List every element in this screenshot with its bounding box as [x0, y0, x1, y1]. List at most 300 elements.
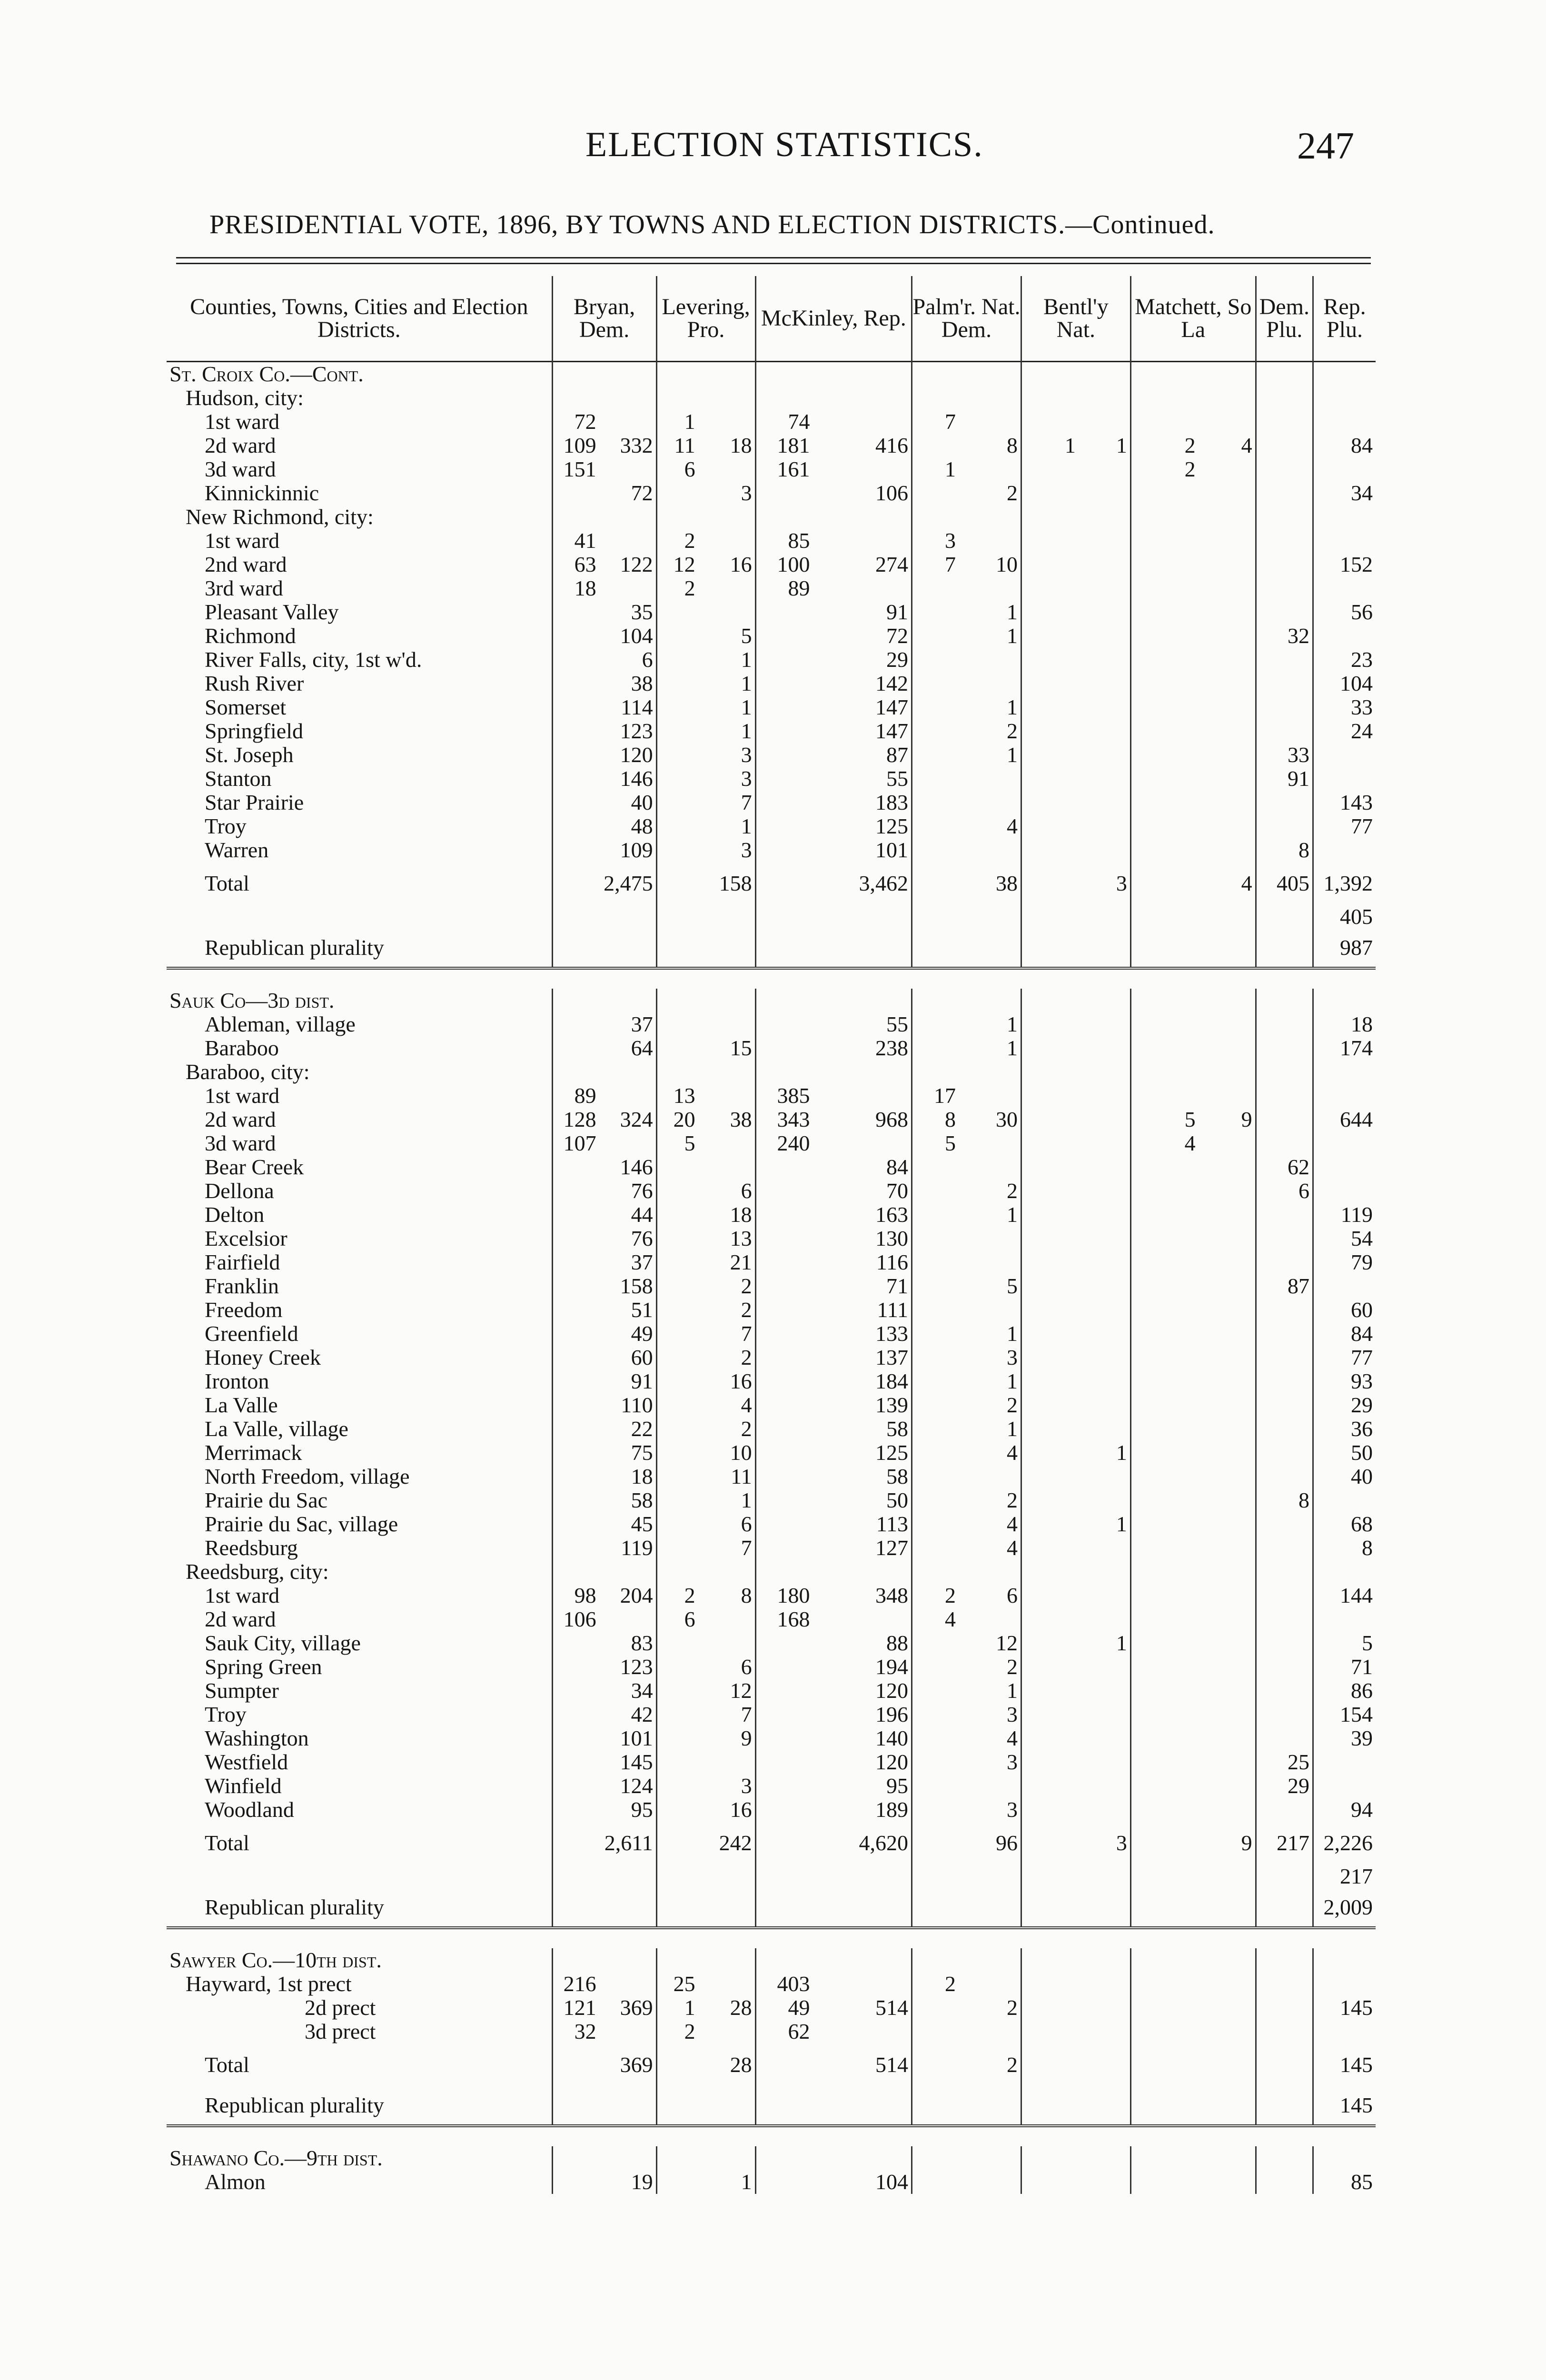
- vote-cell: [755, 1512, 813, 1536]
- vote-cell: 184: [813, 1369, 912, 1393]
- vote-cell: [656, 1036, 698, 1060]
- vote-cell: [1256, 1012, 1313, 1036]
- vote-cell: [1130, 481, 1198, 505]
- vote-cell: [656, 1369, 698, 1393]
- vote-cell: [599, 1060, 656, 1084]
- vote-cell: 1: [684, 410, 695, 434]
- vote-cell: [1199, 2086, 1256, 2126]
- vote-cell: [552, 1036, 599, 1060]
- vote-cell: [552, 1726, 599, 1750]
- district-name: Republican plurality: [167, 2086, 552, 2126]
- table-row: [167, 791, 1376, 814]
- vote-cell: [755, 648, 813, 672]
- vote-cell: 50: [1351, 1441, 1373, 1465]
- district-name: Troy: [167, 1703, 552, 1726]
- vote-cell: [755, 1369, 813, 1393]
- vote-cell: [1256, 1036, 1313, 1060]
- vote-cell: [813, 2146, 912, 2170]
- vote-cell: [959, 1227, 1021, 1250]
- vote-cell: [1021, 743, 1078, 767]
- vote-cell: [1199, 2020, 1256, 2043]
- vote-cell: [1199, 362, 1256, 387]
- vote-cell: [959, 905, 1021, 929]
- vote-cell: [1130, 1536, 1198, 1560]
- vote-cell: 24: [1351, 719, 1373, 743]
- vote-cell: [1256, 1465, 1313, 1488]
- plurality-row: [167, 2086, 1376, 2126]
- vote-cell: 4,620: [813, 1822, 912, 1864]
- vote-cell: 183: [813, 791, 912, 814]
- vote-cell: [1079, 1488, 1130, 1512]
- vote-cell: [912, 505, 959, 529]
- vote-cell: [552, 481, 599, 505]
- vote-cell: [1079, 743, 1130, 767]
- vote-cell: [1199, 2170, 1256, 2194]
- vote-cell: 96: [959, 1822, 1021, 1864]
- vote-cell: [912, 2170, 959, 2194]
- vote-cell: [656, 1155, 698, 1179]
- vote-cell: [1130, 1822, 1198, 1864]
- vote-cell: [656, 1346, 698, 1369]
- vote-cell: [656, 600, 698, 624]
- vote-cell: [1130, 1012, 1198, 1036]
- vote-cell: [912, 1274, 959, 1298]
- vote-cell: [755, 1948, 813, 1972]
- vote-cell: [1199, 1726, 1256, 1750]
- vote-cell: [656, 905, 698, 929]
- vote-cell: [552, 1250, 599, 1274]
- vote-cell: [1079, 410, 1130, 434]
- vote-cell: [599, 1948, 656, 1972]
- vote-cell: [1079, 600, 1130, 624]
- vote-cell: [1021, 2086, 1078, 2126]
- vote-cell: [1130, 1655, 1198, 1679]
- vote-cell: [1313, 1179, 1376, 1203]
- vote-cell: 10: [959, 553, 1021, 576]
- vote-cell: [656, 1274, 698, 1298]
- vote-cell: [1199, 814, 1256, 838]
- vote-cell: 140: [813, 1726, 912, 1750]
- vote-cell: [1130, 1488, 1198, 1512]
- vote-cell: 204: [599, 1584, 656, 1607]
- vote-cell: [912, 719, 959, 743]
- vote-cell: [1130, 838, 1198, 862]
- vote-cell: [1199, 1346, 1256, 1369]
- vote-cell: 3: [959, 1703, 1021, 1726]
- vote-cell: [1021, 457, 1078, 481]
- table-row: [167, 1774, 1376, 1798]
- vote-cell: [552, 648, 599, 672]
- vote-cell: 514: [813, 2043, 912, 2086]
- vote-cell: [1199, 929, 1256, 968]
- vote-cell: 1: [698, 695, 755, 719]
- vote-cell: 79: [1351, 1250, 1373, 1274]
- table-row: [167, 553, 1376, 576]
- vote-cell: [1130, 989, 1198, 1012]
- vote-cell: [1199, 838, 1256, 862]
- vote-cell: 86: [1351, 1679, 1373, 1703]
- vote-cell: [1079, 1012, 1130, 1036]
- vote-cell: 154: [1340, 1703, 1373, 1726]
- table-row: [167, 481, 1376, 505]
- vote-cell: [599, 989, 656, 1012]
- vote-cell: 3: [1079, 862, 1130, 905]
- vote-cell: [552, 362, 599, 387]
- vote-cell: [1130, 1864, 1198, 1888]
- vote-cell: 4: [959, 814, 1021, 838]
- vote-cell: 5: [945, 1131, 956, 1155]
- vote-cell: [552, 1512, 599, 1536]
- vote-cell: [656, 695, 698, 719]
- vote-cell: [1199, 1512, 1256, 1536]
- page-title: ELECTION STATISTICS.: [585, 125, 983, 164]
- vote-cell: [1021, 410, 1078, 434]
- vote-cell: 137: [813, 1346, 912, 1369]
- district-name: New Richmond, city:: [167, 505, 552, 529]
- vote-cell: [1021, 1655, 1078, 1679]
- vote-cell: [1079, 929, 1130, 968]
- vote-cell: [656, 1512, 698, 1536]
- vote-cell: 123: [599, 1655, 656, 1679]
- vote-cell: [813, 386, 912, 410]
- vote-cell: [1021, 1822, 1078, 1864]
- vote-cell: [912, 1369, 959, 1393]
- vote-cell: 70: [813, 1179, 912, 1203]
- vote-cell: [1256, 1203, 1313, 1227]
- vote-cell: 1: [959, 1036, 1021, 1060]
- vote-cell: [1256, 1346, 1313, 1369]
- vote-cell: 3: [698, 743, 755, 767]
- vote-cell: [599, 1607, 656, 1631]
- vote-cell: 128: [563, 1108, 596, 1131]
- vote-cell: [656, 814, 698, 838]
- vote-cell: [1021, 1155, 1078, 1179]
- vote-cell: 35: [599, 600, 656, 624]
- vote-cell: [1130, 1750, 1198, 1774]
- vote-cell: 2: [959, 1488, 1021, 1512]
- vote-cell: [1021, 1203, 1078, 1227]
- vote-cell: [1079, 1322, 1130, 1346]
- vote-cell: 5: [1362, 1631, 1373, 1655]
- vote-cell: [552, 1655, 599, 1679]
- vote-cell: 34: [1351, 481, 1373, 505]
- vote-cell: [1079, 624, 1130, 648]
- vote-cell: [1021, 672, 1078, 695]
- table-row: [167, 1012, 1376, 1036]
- vote-cell: [1256, 1607, 1313, 1631]
- vote-cell: [1079, 1703, 1130, 1726]
- vote-cell: [552, 1864, 599, 1888]
- vote-cell: 6: [1256, 1179, 1313, 1203]
- vote-cell: [755, 1560, 813, 1584]
- vote-cell: [912, 989, 959, 1012]
- vote-cell: 58: [813, 1417, 912, 1441]
- vote-cell: [1199, 1393, 1256, 1417]
- vote-cell: 11: [674, 434, 695, 457]
- vote-cell: [656, 2086, 698, 2126]
- vote-cell: 1: [698, 719, 755, 743]
- vote-cell: 28: [698, 2043, 755, 2086]
- vote-cell: [1199, 1322, 1256, 1346]
- vote-cell: 6: [698, 1655, 755, 1679]
- vote-cell: [959, 386, 1021, 410]
- vote-cell: [755, 2146, 813, 2170]
- vote-cell: 242: [698, 1822, 755, 1864]
- vote-cell: [755, 1441, 813, 1465]
- vote-cell: [599, 529, 656, 553]
- vote-cell: [1079, 1227, 1130, 1250]
- district-name: Stanton: [167, 767, 552, 791]
- vote-cell: 116: [813, 1250, 912, 1274]
- vote-cell: [552, 1274, 599, 1298]
- vote-cell: 51: [599, 1298, 656, 1322]
- vote-cell: [1256, 529, 1313, 553]
- vote-cell: [1130, 862, 1198, 905]
- vote-cell: [656, 1488, 698, 1512]
- col-header-levering: Levering, Pro.: [656, 276, 755, 362]
- vote-cell: [698, 1607, 755, 1631]
- vote-cell: 332: [599, 434, 656, 457]
- district-name: Total: [167, 2043, 552, 2086]
- vote-cell: [1313, 743, 1376, 767]
- district-name: Fairfield: [167, 1250, 552, 1274]
- vote-cell: [813, 1560, 912, 1584]
- vote-cell: [1079, 2146, 1130, 2170]
- vote-cell: 40: [1351, 1465, 1373, 1488]
- vote-cell: 72: [813, 624, 912, 648]
- table-row: [167, 576, 1376, 600]
- vote-cell: 111: [813, 1298, 912, 1322]
- vote-cell: [656, 672, 698, 695]
- table-row: [167, 386, 1376, 410]
- district-name: Merrimack: [167, 1441, 552, 1465]
- vote-cell: 87: [813, 743, 912, 767]
- vote-cell: [1130, 2043, 1198, 2086]
- vote-cell: 152: [1340, 553, 1373, 576]
- table-row: [167, 1726, 1376, 1750]
- district-name: Winfield: [167, 1774, 552, 1798]
- top-rule: [176, 257, 1371, 258]
- vote-cell: [698, 576, 755, 600]
- vote-cell: [1199, 1131, 1256, 1155]
- vote-cell: 12: [673, 553, 695, 576]
- vote-cell: [1130, 1948, 1198, 1972]
- vote-cell: [656, 1679, 698, 1703]
- district-name: Hudson, city:: [167, 386, 552, 410]
- vote-cell: [1079, 362, 1130, 387]
- vote-cell: [912, 1864, 959, 1888]
- vote-cell: 4: [1184, 1131, 1196, 1155]
- vote-cell: [552, 505, 599, 529]
- vote-cell: [912, 1996, 959, 2020]
- district-name: St. Croix Co.—Cont.: [167, 362, 552, 387]
- vote-cell: [552, 1060, 599, 1084]
- vote-cell: [1130, 767, 1198, 791]
- vote-cell: 120: [813, 1679, 912, 1703]
- vote-cell: 91: [1256, 767, 1313, 791]
- district-name: Republican plurality: [167, 1888, 552, 1928]
- vote-cell: [599, 576, 656, 600]
- vote-cell: 91: [599, 1369, 656, 1393]
- vote-cell: 9: [698, 1726, 755, 1750]
- vote-cell: [1256, 929, 1313, 968]
- vote-cell: [959, 1084, 1021, 1108]
- vote-cell: 1: [1064, 434, 1076, 457]
- vote-cell: [552, 1560, 599, 1584]
- vote-cell: [755, 672, 813, 695]
- vote-cell: [656, 2146, 698, 2170]
- vote-cell: [552, 2170, 599, 2194]
- vote-cell: [1199, 1750, 1256, 1774]
- table-row: [167, 1972, 1376, 1996]
- district-name: Franklin: [167, 1274, 552, 1298]
- vote-cell: 34: [599, 1679, 656, 1703]
- vote-cell: [1199, 1560, 1256, 1584]
- vote-cell: [1256, 1703, 1313, 1726]
- vote-cell: [755, 2086, 813, 2126]
- vote-cell: [1199, 576, 1256, 600]
- vote-cell: 5: [684, 1131, 695, 1155]
- vote-cell: [1256, 1996, 1313, 2020]
- vote-cell: [1313, 1155, 1376, 1179]
- vote-cell: [959, 410, 1021, 434]
- vote-cell: [755, 1774, 813, 1798]
- vote-cell: [552, 1750, 599, 1774]
- vote-cell: 4: [959, 1512, 1021, 1536]
- vote-cell: 2: [1184, 434, 1196, 457]
- vote-cell: [1313, 576, 1376, 600]
- vote-cell: [813, 905, 912, 929]
- vote-cell: 84: [1351, 434, 1373, 457]
- vote-cell: [912, 1948, 959, 1972]
- vote-cell: 94: [1351, 1798, 1373, 1822]
- vote-cell: [755, 719, 813, 743]
- vote-cell: [1199, 1060, 1256, 1084]
- vote-cell: [912, 2020, 959, 2043]
- vote-cell: [167, 905, 552, 929]
- vote-cell: 1: [1079, 1631, 1130, 1655]
- vote-cell: 49: [599, 1322, 656, 1346]
- col-header-rep-plu: Rep. Plu.: [1323, 294, 1366, 342]
- vote-cell: 5: [698, 624, 755, 648]
- vote-cell: 19: [599, 2170, 656, 2194]
- plurality-row: [167, 929, 1376, 968]
- vote-cell: [912, 1441, 959, 1465]
- vote-cell: [1021, 1250, 1078, 1274]
- vote-cell: [1313, 989, 1376, 1012]
- vote-cell: [698, 2020, 755, 2043]
- vote-cell: [1199, 648, 1256, 672]
- vote-cell: [1199, 1679, 1256, 1703]
- table-row: [167, 410, 1376, 434]
- vote-cell: [1256, 1972, 1313, 1996]
- vote-cell: [656, 1774, 698, 1798]
- vote-cell: [959, 929, 1021, 968]
- vote-cell: [755, 1012, 813, 1036]
- vote-cell: [1079, 1972, 1130, 1996]
- vote-cell: 62: [788, 2020, 810, 2043]
- vote-cell: [912, 1250, 959, 1274]
- vote-cell: [813, 1888, 912, 1928]
- vote-cell: 91: [813, 600, 912, 624]
- vote-cell: 7: [698, 1322, 755, 1346]
- vote-cell: 5: [959, 1274, 1021, 1298]
- vote-cell: [656, 1393, 698, 1417]
- vote-cell: 8: [945, 1108, 956, 1131]
- vote-cell: 369: [599, 2043, 656, 2086]
- vote-cell: [1021, 1798, 1078, 1822]
- vote-cell: [698, 1972, 755, 1996]
- vote-cell: [1079, 1996, 1130, 2020]
- vote-cell: [1313, 1060, 1376, 1084]
- vote-cell: [755, 1393, 813, 1417]
- vote-cell: [1256, 791, 1313, 814]
- vote-cell: 7: [945, 410, 956, 434]
- district-name: 2nd ward: [167, 553, 552, 576]
- vote-cell: [1256, 1298, 1313, 1322]
- vote-cell: [912, 1465, 959, 1488]
- vote-cell: 1: [698, 2170, 755, 2194]
- vote-cell: [599, 1972, 656, 1996]
- vote-cell: [1079, 1888, 1130, 1928]
- vote-cell: [1021, 838, 1078, 862]
- vote-cell: 1: [698, 672, 755, 695]
- vote-cell: [1021, 1726, 1078, 1750]
- vote-cell: [1199, 1655, 1256, 1679]
- vote-cell: [656, 1227, 698, 1250]
- vote-cell: 5: [1184, 1108, 1196, 1131]
- vote-cell: [552, 1227, 599, 1250]
- vote-cell: [1021, 624, 1078, 648]
- vote-cell: [1256, 1131, 1313, 1155]
- vote-cell: [1021, 1274, 1078, 1298]
- district-name: 2d ward: [167, 434, 552, 457]
- vote-cell: [1313, 362, 1376, 387]
- table-row: [167, 457, 1376, 481]
- vote-cell: [813, 1607, 912, 1631]
- vote-cell: 144: [1340, 1584, 1373, 1607]
- district-name: Delton: [167, 1203, 552, 1227]
- vote-cell: [1021, 862, 1078, 905]
- vote-cell: [1199, 624, 1256, 648]
- vote-cell: 158: [698, 862, 755, 905]
- vote-cell: [1199, 1179, 1256, 1203]
- vote-cell: [1199, 505, 1256, 529]
- vote-cell: [813, 1084, 912, 1108]
- vote-cell: [656, 1703, 698, 1726]
- vote-cell: 101: [599, 1726, 656, 1750]
- total-row: [167, 1822, 1376, 1864]
- vote-cell: [1130, 1631, 1198, 1655]
- vote-cell: 1: [959, 1369, 1021, 1393]
- vote-cell: 125: [813, 1441, 912, 1465]
- vote-cell: 4: [945, 1607, 956, 1631]
- vote-cell: [959, 767, 1021, 791]
- vote-cell: 44: [599, 1203, 656, 1227]
- vote-cell: [1130, 410, 1198, 434]
- vote-cell: [599, 505, 656, 529]
- vote-cell: [1021, 1036, 1078, 1060]
- vote-cell: 3,462: [813, 862, 912, 905]
- vote-cell: [912, 1060, 959, 1084]
- vote-cell: [1256, 989, 1313, 1012]
- vote-cell: 38: [698, 1108, 755, 1131]
- vote-cell: [167, 1864, 552, 1888]
- table-row: [167, 1346, 1376, 1369]
- vote-cell: [1130, 743, 1198, 767]
- vote-cell: [1021, 1012, 1078, 1036]
- vote-cell: [1199, 529, 1256, 553]
